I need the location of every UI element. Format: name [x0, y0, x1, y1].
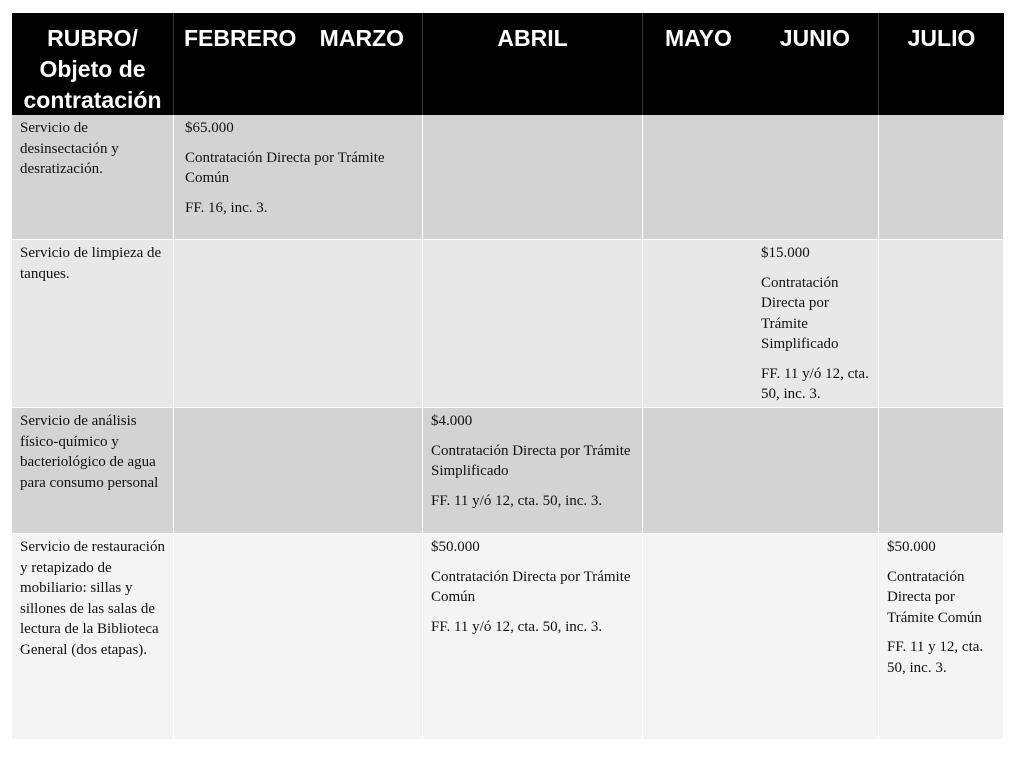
- header-rubro-line-3: contratación: [23, 87, 162, 113]
- row-1-febrero-source: FF. 16, inc. 3.: [185, 199, 268, 216]
- row-2-junio-amount: $15.000: [761, 245, 810, 261]
- header-rubro: [12, 13, 174, 115]
- header-mayo-junio: [643, 13, 879, 115]
- row-4-abril-source: FF. 11 y/ó 12, cta. 50, inc. 3.: [431, 618, 603, 635]
- row-1-mayo-junio: [643, 115, 879, 240]
- row-1-febrero: [174, 115, 423, 240]
- row-3-abril-source: FF. 11 y/ó 12, cta. 50, inc. 3.: [431, 492, 603, 509]
- row-1-febrero-amount: $65.000: [185, 120, 234, 136]
- row-3-abril-amount: $4.000: [431, 413, 473, 429]
- row-3-julio: [879, 408, 1004, 534]
- row-1-item: Servicio de desinsectación y desratización.: [12, 115, 174, 240]
- row-1-abril: [423, 115, 643, 240]
- row-1-julio: [879, 115, 1004, 240]
- row-3-abril-method: Contratación Directa por Trámite Simplificado: [431, 442, 631, 479]
- header-rubro-line-1: RUBRO/: [47, 25, 138, 51]
- row-4-febrero: [174, 534, 423, 740]
- row-4-julio-source: FF. 11 y 12, cta. 50, inc. 3.: [887, 639, 984, 676]
- row-2-febrero: [174, 240, 423, 408]
- row-1-febrero-method: Contratación Directa por Trámite Común: [185, 149, 385, 186]
- row-4-julio-amount: $50.000: [887, 539, 936, 555]
- row-2-junio-method: Contratación Directa por Trámite Simplificado: [761, 274, 839, 352]
- header-marzo: MARZO: [319, 25, 404, 51]
- row-3-abril: [423, 408, 643, 534]
- header-mayo: MAYO: [665, 25, 732, 51]
- row-4-julio: [879, 534, 1004, 740]
- row-2-abril: [423, 240, 643, 408]
- header-julio: JULIO: [879, 13, 1004, 115]
- header-rubro-line-2: Objeto de: [39, 56, 146, 82]
- row-4-mayo-junio: [643, 534, 879, 740]
- row-3-item: Servicio de análisis físico-químico y bacteriológico de agua para consumo personal: [12, 408, 174, 534]
- row-4-abril-method: Contratación Directa por Trámite Común: [431, 568, 631, 605]
- row-2-junio: [643, 240, 879, 408]
- procurement-schedule-table: [12, 13, 1004, 740]
- header-febrero: FEBRERO: [184, 25, 297, 51]
- row-2-julio: [879, 240, 1004, 408]
- row-3-mayo-junio: [643, 408, 879, 534]
- row-3-febrero: [174, 408, 423, 534]
- row-2-junio-source: FF. 11 y/ó 12, cta. 50, inc. 3.: [761, 365, 869, 402]
- row-4-abril-amount: $50.000: [431, 539, 480, 555]
- row-4-julio-method: Contratación Directa por Trámite Común: [887, 568, 982, 626]
- row-2-item: Servicio de limpieza de tanques.: [12, 240, 174, 408]
- row-4-abril: [423, 534, 643, 740]
- header-febrero-marzo: [174, 13, 423, 115]
- header-abril: ABRIL: [423, 13, 643, 115]
- header-junio: JUNIO: [779, 25, 850, 51]
- row-4-item: Servicio de restauración y retapizado de mobiliario: sillas y sillones de las salas de lectura de la Biblioteca General (dos etapas).: [12, 534, 174, 740]
